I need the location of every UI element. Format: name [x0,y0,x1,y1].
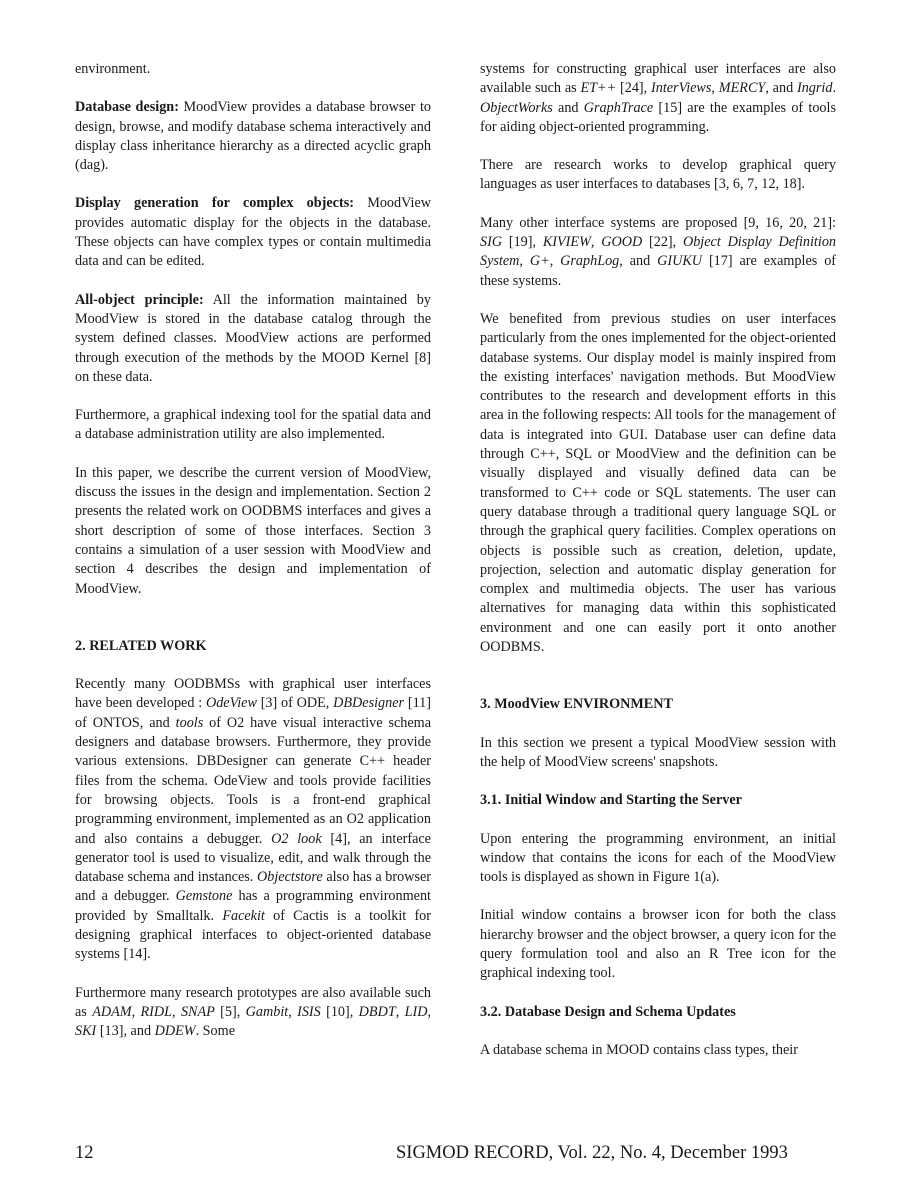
run: , and [765,80,797,97]
run-italic: OdeView [205,695,257,712]
paragraph: We benefited from previous studies on user interfaces particularly from the ones implemented for the object-oriented database systems. Our display model is mainly inspired from the existing interfaces' navigation methods. But MoodView contributes to the research and development efforts in this area in the following respects: All tools for the management of data is integrated into GUI. Database user can define data through C++, SQL or MoodView and the definition can be visually displayed and visually defined data can be transformed to C++ code or SQL statements. The user can query database through a traditional query language SQL or through the graphical query facilities. Complex operations on objects is possible such as creation, deletion, update, projection, selection and automatic display generation for complex and multimedia objects. The user has various alternatives for managing data within this sophisticated environment and one can easily port it onto another OODBMS. [480,310,836,656]
run-italic: ET++ [580,80,617,97]
run-italic: tools [175,714,204,731]
run: Many other interface systems are proposed [9, 16, 20, 21]: [480,214,836,231]
paragraph: Initial window contains a browser icon for both the class hierarchy browser and the object browser, a query icon for the query formulation tool and also an R Tree icon for the graphical indexing tool. [480,907,836,982]
subsection-heading: 3.2. Database Design and Schema Updates [480,1003,736,1020]
run-italic: Object Display Definition System [480,234,837,270]
run-italic: DBDesigner [333,695,405,712]
paragraph-gui-systems [480,60,836,137]
run: MoodView provides automatic display for the objects in the database. These objects can have complex types or contain multimedia data and can be edited. [75,195,431,270]
run: Furthermore many research prototypes are also available such as [75,984,431,1020]
run-italic: Gambit [245,1003,289,1020]
paragraph-related-work [75,675,431,964]
subsection-heading: 3.1. Initial Window and Starting the Server [480,792,742,809]
run-label: Database design: [75,99,179,116]
section-heading: 3. MoodView ENVIRONMENT [480,696,673,713]
run: , [288,1003,298,1020]
run: has a programming environment provided by Smalltalk. [75,888,431,924]
run-italic: Facekit [222,907,265,924]
left-column [75,60,431,1060]
run: also has a browser and a debugger. [75,869,432,905]
run: [17] are examples of these systems. [480,253,837,289]
run-italic: ISIS [297,1003,321,1020]
run: , [395,1003,405,1020]
paragraph: environment. [75,61,151,77]
run-italic: DDEW [154,1023,196,1040]
run: [19], [502,234,543,251]
run: and [552,99,584,116]
run: of O2 have visual interactive schema designers and database browsers. Furthermore, they provide various extensions. DBDesigner can generate C++ header files from the schema. OdeView and tools provide facilities for browsing objects. Tools is a front-end graphical programming environment, implemented as an O2 application and also contains a debugger. [75,714,431,847]
run-italic: G+ [529,253,550,270]
run: Recently many OODBMSs with graphical user interfaces have been developed : [75,676,431,712]
run-italic: SKI [75,1023,97,1040]
run: , [519,253,530,270]
run: MoodView provides a database browser to design, browse, and modify database schema interactively and display class inheritance hierarchy as a directed acyclic graph (dag). [75,99,431,174]
run: [24], [616,80,651,97]
run: of Cactis is a toolkit for designing graphical interfaces to object-oriented database systems [14]. [75,907,431,963]
run-italic: ADAM [92,1003,132,1020]
paragraph-research-prototypes [75,984,431,1042]
run: , [427,1003,432,1020]
run-italic: InterViews [651,80,712,97]
run: systems for constructing graphical user interfaces are also available such as [480,61,836,97]
run-italic: RIDL [140,1003,173,1020]
run: [22], [642,234,683,251]
page-number: 12 [75,1143,94,1163]
paragraph: Upon entering the programming environment, an initial window that contains the icons for each of the MoodView tools is displayed as shown in Figure 1(a). [480,830,836,886]
paragraph: In this section we present a typical MoodView session with the help of MoodView screens' snapshots. [480,734,836,770]
run: [10], [320,1003,359,1020]
run: , [172,1003,181,1020]
run: , [131,1003,141,1020]
run: , [590,234,602,251]
right-column [480,60,836,1079]
run: All the information maintained by MoodView is stored in the database catalog through the system defined classes. MoodView actions are performed through execution of the methods by the MOOD Kernel [8] on these data. [75,291,431,385]
run: , [711,80,719,97]
run-label: All-object principle: [75,291,204,308]
run: [4], an interface generator tool is used to visualize, edit, and walk through the database schema and instances. [75,830,431,886]
run-italic: GOOD [601,234,643,251]
run-italic: MERCY [718,80,766,97]
spacer [75,618,431,637]
paragraph: There are research works to develop graphical query languages as user interfaces to databases [3, 6, 7, 12, 18]. [480,157,836,193]
spacer [480,676,836,695]
run: . Some [195,1023,235,1040]
run-italic: SIG [480,234,503,251]
paragraph-display-generation [75,194,431,271]
run-label: Display generation for complex objects: [75,195,354,212]
run-italic: KIVIEW [542,234,591,251]
run-italic: SNAP [180,1003,215,1020]
run: , [549,253,561,270]
run-italic: GIUKU [657,253,703,270]
paragraph: Furthermore, a graphical indexing tool for the spatial data and a database administration utility are also implemented. [75,407,431,443]
run: [5], [214,1003,246,1020]
run-italic: GraphLog [560,253,620,270]
paragraph-database-design [75,98,431,175]
run: [11] of ONTOS, and [75,695,431,731]
paragraph-interface-systems [480,214,836,291]
run: [3] of ODE, [256,695,334,712]
run-italic: O2 look [271,830,322,847]
run-italic: Ingrid [796,80,833,97]
paragraph-all-object-principle [75,291,431,387]
paragraph: A database schema in MOOD contains class types, their [480,1041,798,1058]
paragraph: In this paper, we describe the current version of MoodView, discuss the issues in the design and implementation. Section 2 presents the related work on OODBMS interfaces and gives a short description of some of those interfaces. Section 3 contains a simulation of a user session with MoodView and section 4 describes the design and implementation of MoodView. [75,464,431,597]
run: . [832,80,836,97]
run-italic: Gemstone [175,888,233,905]
run-italic: ObjectWorks [480,99,553,116]
run-italic: LID [404,1003,428,1020]
run: [13], and [96,1023,155,1040]
section-heading: 2. RELATED WORK [75,637,207,654]
run: , and [619,253,658,270]
run-italic: DBDT [358,1003,396,1020]
run: [15] are the examples of tools for aiding object-oriented programming. [480,99,836,135]
journal-citation: SIGMOD RECORD, Vol. 22, No. 4, December 1993 [396,1143,788,1163]
run-italic: GraphTrace [583,99,654,116]
run-italic: Objectstore [257,869,323,886]
